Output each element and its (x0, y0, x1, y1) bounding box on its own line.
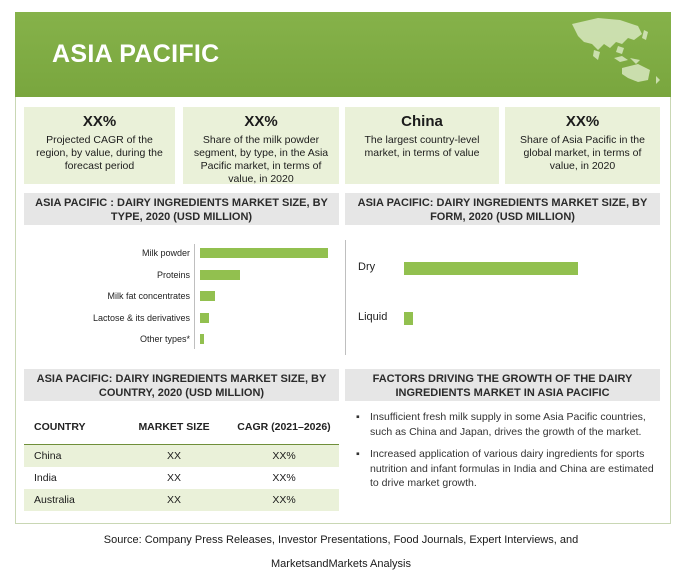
category-label: Proteins (156, 269, 190, 280)
category-label: Dry (358, 261, 376, 273)
bar-lactose-its-derivatives (200, 313, 209, 323)
country-cell: China (24, 445, 119, 468)
stat-value: China (401, 113, 443, 130)
table-header-row (24, 410, 339, 445)
stat-value: XX% (244, 113, 278, 130)
stat-description: The largest country-level market, in terms of value (364, 134, 480, 159)
stat-description: Share of the milk powder segment, by type, in the Asia Pacific market, in terms of value, in 2020 (193, 134, 329, 185)
stat-box-largest-country (345, 107, 499, 184)
market-size-cell: XX (119, 489, 229, 511)
bar-proteins (200, 270, 240, 280)
bullet-icon: ▪ (356, 448, 360, 460)
cagr-cell: XX% (229, 445, 339, 468)
table-row (24, 489, 339, 511)
stat-value: XX% (565, 113, 600, 130)
country-section-title: ASIA PACIFIC: DAIRY INGREDIENTS MARKET SIZE, BY COUNTRY, 2020 (USD MILLION) (24, 369, 339, 401)
source-note-line-2: MarketsandMarkets Analysis (271, 558, 411, 570)
stat-box-milk-powder-share (183, 107, 339, 184)
category-label: Other types* (139, 334, 190, 344)
factors-section-title: FACTORS DRIVING THE GROWTH OF THE DAIRY INGREDIENTS MARKET IN ASIA PACIFIC (345, 369, 660, 401)
cagr-cell: XX% (229, 489, 339, 511)
table-row (24, 467, 339, 489)
category-label: Lactose & its derivatives (92, 312, 190, 323)
stat-box-cagr (24, 107, 175, 184)
stat-description: Share of Asia Pacific in the global market, in terms of value, in 2020 (520, 134, 645, 172)
stat-value: XX% (82, 113, 117, 130)
market-size-cell: XX (167, 472, 182, 484)
chart-title-by-type: ASIA PACIFIC : DAIRY INGREDIENTS MARKET SIZE, BY TYPE, 2020 (USD MILLION) (24, 193, 339, 225)
column-header-country: COUNTRY (24, 410, 119, 445)
bar-milk-powder (200, 248, 328, 258)
list-item (352, 447, 657, 491)
country-cell: Australia (24, 489, 119, 511)
bar-liquid (404, 312, 413, 325)
stat-box-global-share (505, 107, 660, 184)
factor-text: Insufficient fresh milk supply in some Asia Pacific countries, such as China and Japan, drives the growth of the market. (370, 411, 646, 438)
country-cell: India (34, 472, 57, 484)
category-label: Milk powder (141, 248, 190, 258)
region-title: ASIA PACIFIC (52, 40, 220, 68)
category-label: Liquid (358, 311, 388, 323)
chart-by-form-divider (345, 240, 346, 355)
chart-title-by-form: ASIA PACIFIC: DAIRY INGREDIENTS MARKET SIZE, BY FORM, 2020 (USD MILLION) (345, 193, 660, 225)
chart-by-type-axis (194, 244, 195, 349)
factor-text: Increased application of various dairy ingredients for sports nutrition and infant formulas in India and China are estimated to drive market growth. (370, 448, 654, 489)
source-note-line-1: Source: Company Press Releases, Investor Presentations, Food Journals, Expert Interviews, and (103, 534, 579, 546)
column-header-cagr: CAGR (2021–2026) (229, 410, 339, 445)
market-size-cell: XX (119, 445, 229, 468)
cagr-cell: XX% (272, 472, 296, 484)
bullet-icon: ▪ (356, 411, 360, 423)
table-row (24, 445, 339, 468)
bar-dry (404, 262, 578, 275)
category-label: Milk fat concentrates (107, 291, 190, 301)
factors-list (352, 410, 657, 499)
list-item (352, 410, 657, 439)
country-table (24, 410, 339, 511)
bar-other-types (200, 334, 204, 344)
stat-description: Projected CAGR of the region, by value, during the forecast period (36, 134, 163, 172)
column-header-market-size: MARKET SIZE (119, 410, 229, 445)
bar-milk-fat-concentrates (200, 291, 215, 301)
asia-pacific-map-icon (558, 14, 670, 86)
